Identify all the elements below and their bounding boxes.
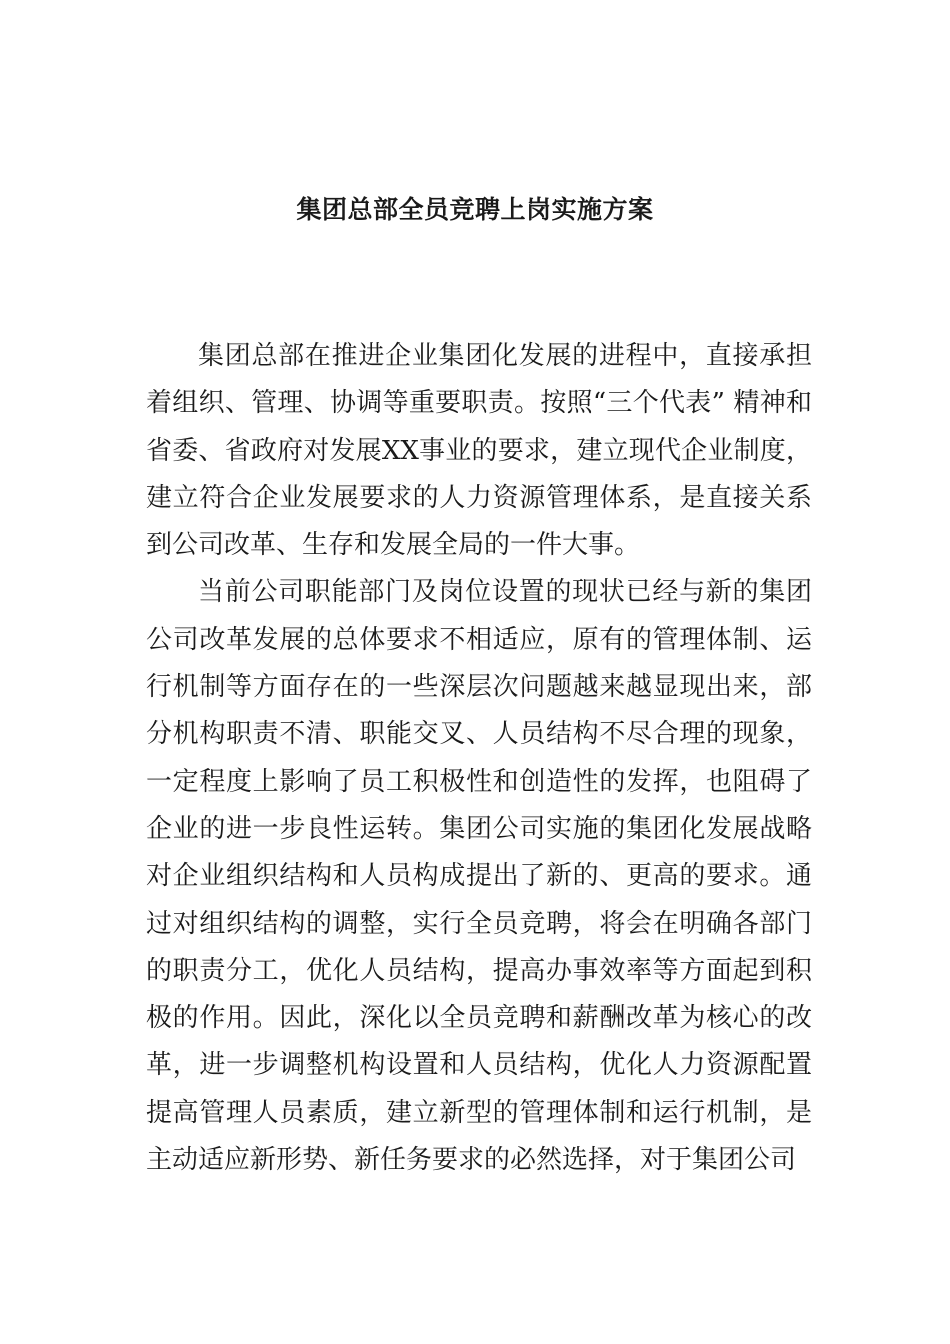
- document-body: [146, 333, 812, 1184]
- paragraph-intro: 集团总部在推进企业集团化发展的进程中，直接承担着组织、管理、协调等重要职责。按照“三个代表” 精神和省委、省政府对发展XX事业的要求，建立现代企业制度，建立符合企业发展要求的人力资源管理体系，是直接关系到公司改革、生存和发展全局的一件大事。: [146, 341, 812, 561]
- document-title: 集团总部全员竞聘上岗实施方案: [296, 195, 654, 224]
- paragraph-current-situation: 当前公司职能部门及岗位设置的现状已经与新的集团公司改革发展的总体要求不相适应，原有的管理体制、运行机制等方面存在的一些深层次问题越来越显现出来，部分机构职责不清、职能交叉、人员结构不尽合理的现象，一定程度上影响了员工积极性和创造性的发挥，也阻碍了企业的进一步良性运转。集团公司实施的集团化发展战略对企业组织结构和人员构成提出了新的、更高的要求。通过对组织结构的调整，实行全员竞聘，将会在明确各部门的职责分工，优化人员结构，提高办事效率等方面起到积极的作用。因此，深化以全员竞聘和薪酬改革为核心的改革，进一步调整机构设置和人员结构，优化人力资源配置提高管理人员素质，建立新型的管理体制和运行机制，是主动适应新形势、新任务要求的必然选择，对于集团公司: [146, 577, 812, 1176]
